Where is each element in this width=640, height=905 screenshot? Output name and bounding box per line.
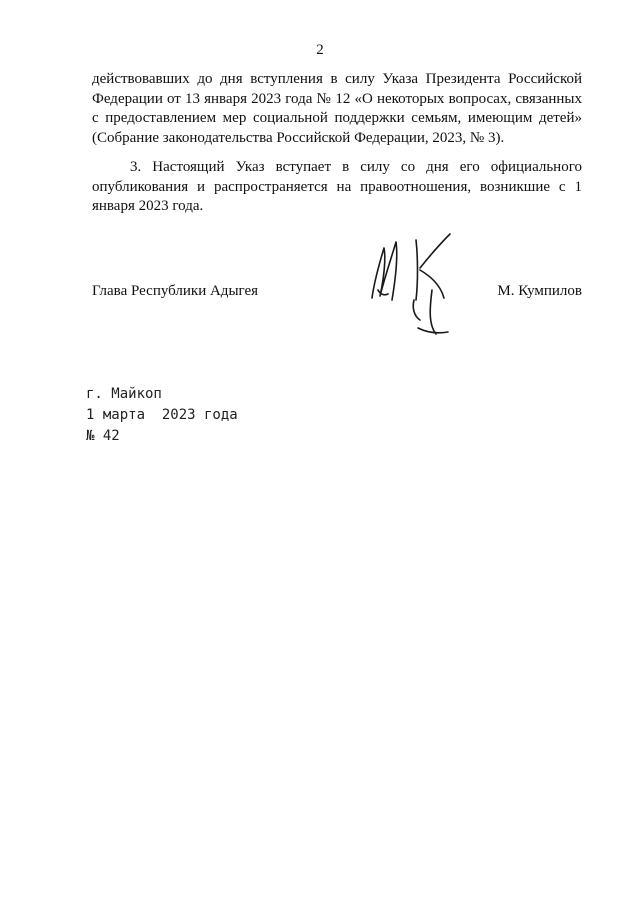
issue-city: г. Майкоп xyxy=(86,386,162,402)
body-paragraph-2: 3. Настоящий Указ вступает в силу со дня его официального опубликования и распространяется на правоотношения, возникшие с 1 января 2023 года. xyxy=(92,159,582,214)
body-paragraph-1: действовавших до дня вступления в силу Указа Президента Российской Федерации от 13 января 2023 года № 12 «О некоторых вопросах, связанных с предоставлением мер социальной поддержки семьям, имеющим детей» (Собрание законодательства Российской Федерации, 2023, № 3). xyxy=(92,71,582,146)
issue-details xyxy=(86,384,238,447)
issue-date: 1 марта 2023 года xyxy=(86,407,238,423)
handwritten-signature xyxy=(358,228,468,340)
issue-number: № 42 xyxy=(86,428,120,444)
signatory-name: М. Кумпилов xyxy=(497,283,582,299)
signatory-title: Глава Республики Адыгея xyxy=(92,283,259,299)
page-number: 2 xyxy=(316,42,324,58)
